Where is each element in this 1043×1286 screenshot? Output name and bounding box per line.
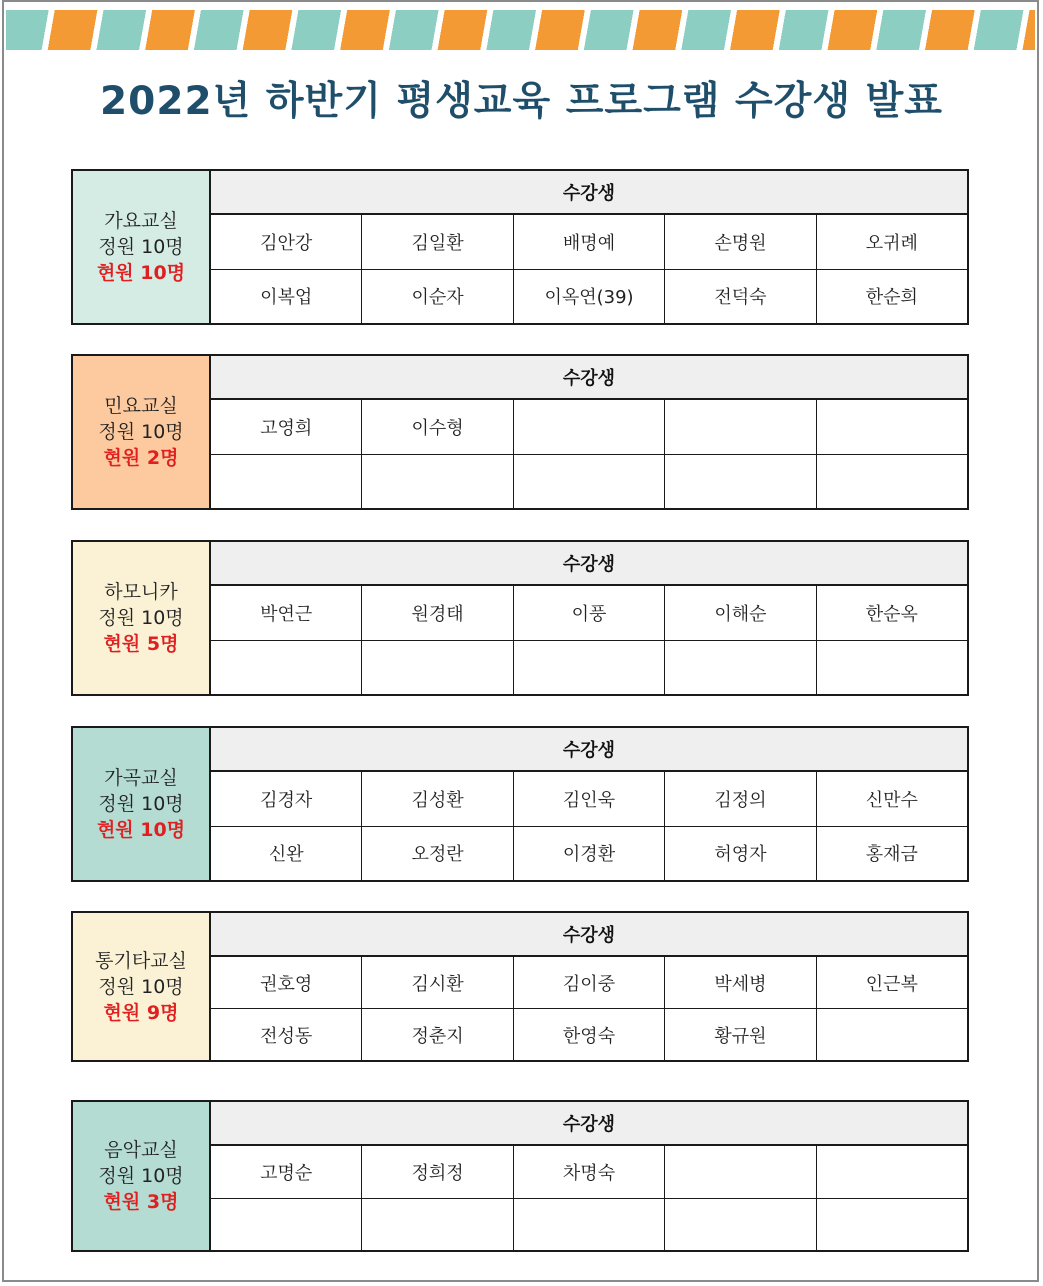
students-header: 수강생 [211, 542, 967, 586]
student-name-cell [211, 641, 361, 695]
students-header: 수강생 [211, 728, 967, 772]
student-name-cell [211, 1199, 361, 1251]
student-name-cell [211, 455, 361, 509]
student-name-cell: 황규원 [664, 1009, 815, 1060]
class-label-cell [73, 913, 211, 1060]
class-capacity: 정원 10명 [98, 975, 184, 998]
student-name-cell [816, 1009, 967, 1060]
class-capacity: 정원 10명 [98, 1165, 184, 1187]
student-name-cell [664, 455, 815, 509]
student-name-cell [816, 455, 967, 509]
class-current-count: 현원 3명 [103, 1191, 179, 1213]
students-header: 수강생 [211, 356, 967, 400]
student-name-cell: 한순희 [816, 270, 967, 324]
student-row [211, 1008, 967, 1060]
student-name-cell: 허영자 [664, 827, 815, 881]
student-name-cell: 정춘지 [361, 1009, 512, 1060]
student-name-cell: 김이중 [513, 957, 664, 1008]
class-label-cell [73, 728, 211, 880]
student-name-cell: 김인욱 [513, 772, 664, 826]
class-capacity: 정원 10명 [98, 421, 184, 443]
student-row [211, 454, 967, 509]
student-row [211, 1198, 967, 1251]
student-name-cell: 오귀례 [816, 215, 967, 269]
student-name-cell: 한순옥 [816, 586, 967, 640]
class-name: 통기타교실 [95, 949, 187, 972]
student-name-cell: 전덕숙 [664, 270, 815, 324]
student-name-cell: 신만수 [816, 772, 967, 826]
class-current-count: 현원 10명 [96, 819, 186, 841]
student-row [211, 957, 967, 1008]
student-name-cell [664, 1199, 815, 1251]
class-label-cell [73, 1102, 211, 1250]
student-name-cell: 김일환 [361, 215, 512, 269]
student-name-cell [664, 1146, 815, 1198]
student-name-cell [816, 1146, 967, 1198]
class-capacity: 정원 10명 [98, 607, 184, 629]
class-label-cell [73, 356, 211, 508]
student-name-cell: 이수형 [361, 400, 512, 454]
student-name-cell [513, 1199, 664, 1251]
student-name-cell: 고명순 [260, 1162, 313, 1184]
student-name-cell: 이옥연(39) [513, 270, 664, 324]
student-name-cell: 이복업 [260, 287, 313, 309]
students-grid [211, 1102, 967, 1250]
student-name-cell: 박세병 [664, 957, 815, 1008]
class-section [71, 354, 969, 510]
class-current-count: 현원 2명 [103, 447, 179, 469]
students-header: 수강생 [211, 913, 967, 957]
student-name-cell: 김경자 [260, 789, 313, 811]
student-name-cell: 이경환 [513, 827, 664, 881]
student-name-cell: 인근복 [816, 957, 967, 1008]
student-name-cell [664, 641, 815, 695]
students-grid [211, 171, 967, 323]
students-grid [211, 542, 967, 694]
students-header: 수강생 [211, 1102, 967, 1146]
class-name: 가요교실 [104, 210, 178, 232]
student-name-cell: 손명원 [664, 215, 815, 269]
class-section [71, 169, 969, 325]
student-name-cell: 배명예 [513, 215, 664, 269]
student-name-cell [513, 455, 664, 509]
class-name: 가곡교실 [104, 767, 178, 789]
student-row [211, 640, 967, 695]
student-name-cell: 이풍 [513, 586, 664, 640]
class-section [71, 1100, 969, 1252]
class-current-count: 현원 10명 [96, 262, 186, 284]
page-title: 2022년 하반기 평생교육 프로그램 수강생 발표 [100, 79, 943, 124]
student-name-cell [513, 641, 664, 695]
class-current-count: 현원 9명 [103, 1001, 179, 1024]
student-name-cell: 홍재금 [816, 827, 967, 881]
class-section [71, 540, 969, 696]
student-name-cell: 김정의 [664, 772, 815, 826]
student-name-cell [361, 455, 512, 509]
student-name-cell: 신완 [268, 844, 304, 866]
class-section [71, 911, 969, 1062]
student-name-cell: 한영숙 [513, 1009, 664, 1060]
student-name-cell: 김시환 [361, 957, 512, 1008]
student-name-cell [513, 400, 664, 454]
students-header: 수강생 [211, 171, 967, 215]
class-label-cell [73, 542, 211, 694]
class-name: 민요교실 [104, 395, 178, 417]
student-name-cell [816, 1199, 967, 1251]
student-row [211, 826, 967, 881]
students-grid [211, 913, 967, 1060]
class-capacity: 정원 10명 [98, 793, 184, 815]
students-grid [211, 728, 967, 880]
class-name: 하모니카 [104, 581, 178, 603]
student-name-cell: 정희정 [361, 1146, 512, 1198]
class-capacity: 정원 10명 [98, 236, 184, 258]
student-name-cell: 권호영 [260, 973, 313, 995]
student-name-cell: 김성환 [361, 772, 512, 826]
student-row [211, 400, 967, 454]
student-name-cell: 차명숙 [513, 1146, 664, 1198]
student-name-cell [361, 1199, 512, 1251]
student-row [211, 772, 967, 826]
students-grid [211, 356, 967, 508]
student-row [211, 586, 967, 640]
student-name-cell [816, 641, 967, 695]
student-row [211, 1146, 967, 1198]
student-name-cell [361, 641, 512, 695]
student-name-cell: 원경태 [361, 586, 512, 640]
class-section [71, 726, 969, 882]
student-name-cell: 이순자 [361, 270, 512, 324]
student-name-cell: 김안강 [260, 232, 313, 254]
student-name-cell [816, 400, 967, 454]
student-name-cell: 이해순 [664, 586, 815, 640]
student-name-cell: 오정란 [361, 827, 512, 881]
student-name-cell: 고영희 [260, 417, 313, 439]
student-name-cell: 박연근 [260, 603, 313, 625]
decorative-stripe-banner [6, 10, 1035, 50]
student-name-cell [664, 400, 815, 454]
class-current-count: 현원 5명 [103, 633, 179, 655]
student-row [211, 215, 967, 269]
student-row [211, 269, 967, 324]
class-name: 음악교실 [104, 1139, 178, 1161]
student-name-cell: 전성동 [260, 1025, 313, 1047]
class-label-cell [73, 171, 211, 323]
